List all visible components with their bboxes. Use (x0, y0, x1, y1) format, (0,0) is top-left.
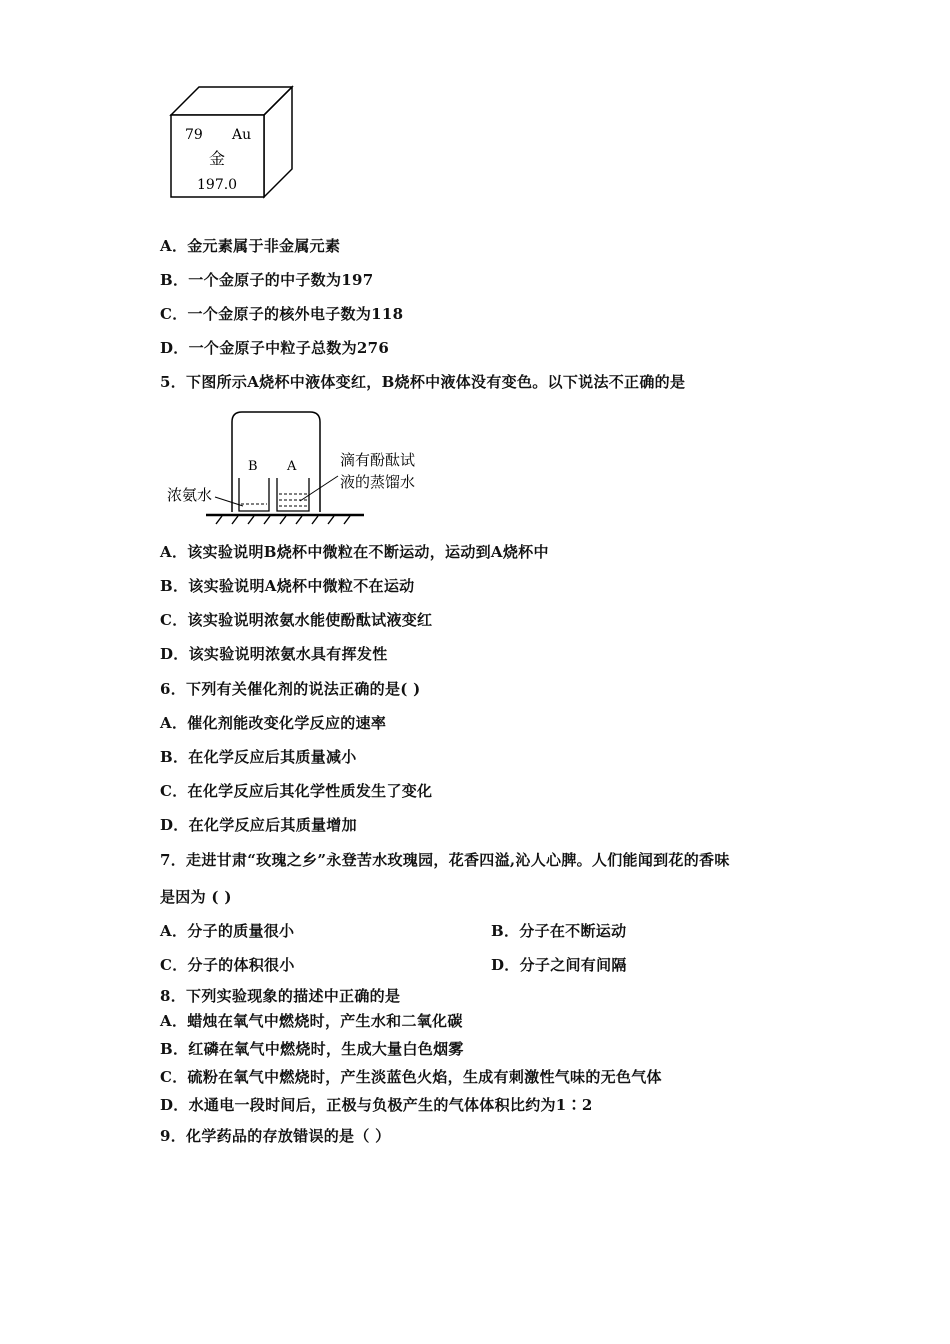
q8-stem: 8．下列实验现象的描述中正确的是 (160, 987, 401, 1005)
q8-option-b: B．红磷在氧气中燃烧时，生成大量白色烟雾 (160, 1040, 464, 1058)
q8-option-d: D．水通电一段时间后，正极与负极产生的气体体积比约为1∶2 (160, 1096, 593, 1114)
q4-option-c: C．一个金原子的核外电子数为118 (160, 305, 404, 323)
gold-element-card (165, 82, 300, 202)
q9-stem: 9．化学药品的存放错误的是（ ） (160, 1127, 391, 1145)
q7-option-a: A．分子的质量很小 (160, 922, 295, 940)
q5-option-b: B．该实验说明A烧杯中微粒不在运动 (160, 577, 415, 595)
q4-option-b: B．一个金原子的中子数为197 (160, 271, 374, 289)
q7-stem-line-1: 7．走进甘肃“玫瑰之乡”永登苦水玫瑰园，花香四溢,沁人心脾。人们能闻到花的香味 (160, 851, 730, 869)
ammonia-label: 浓氨水 (167, 486, 213, 504)
q5-option-c: C．该实验说明浓氨水能使酚酞试液变红 (160, 611, 433, 629)
q6-option-a: A．催化剂能改变化学反应的速率 (160, 714, 387, 732)
q8-option-a: A．蜡烛在氧气中燃烧时，产生水和二氧化碳 (160, 1012, 463, 1030)
q6-option-d: D．在化学反应后其质量增加 (160, 816, 357, 834)
q4-option-d: D．一个金原子中粒子总数为276 (160, 339, 390, 357)
ammonia-beaker-figure (160, 408, 440, 526)
q7-option-b: B．分子在不断运动 (491, 922, 627, 940)
element-symbol: Au (232, 127, 252, 143)
beaker-a-label: A (287, 459, 297, 474)
q7-option-c: C．分子的体积很小 (160, 956, 295, 974)
q4-option-a: A．金元素属于非金属元素 (160, 237, 341, 255)
q6-option-c: C．在化学反应后其化学性质发生了变化 (160, 782, 433, 800)
q5-option-d: D．该实验说明浓氨水具有挥发性 (160, 645, 388, 663)
element-name: 金 (209, 149, 226, 168)
beaker-b-label: B (248, 459, 258, 474)
q6-option-b: B．在化学反应后其质量减小 (160, 748, 357, 766)
q5-stem: 5．下图所示A烧杯中液体变红，B烧杯中液体没有变色。以下说法不正确的是 (160, 373, 686, 391)
q6-stem: 6．下列有关催化剂的说法正确的是( ) (160, 680, 421, 698)
phenolphthalein-label-2: 液的蒸馏水 (340, 473, 416, 491)
q8-option-c: C．硫粉在氧气中燃烧时，产生淡蓝色火焰，生成有刺激性气味的无色气体 (160, 1068, 662, 1086)
phenolphthalein-label-1: 滴有酚酞试 (340, 451, 416, 469)
atomic-mass: 197.0 (197, 177, 238, 193)
atomic-number: 79 (185, 127, 203, 143)
q7-stem-line-2: 是因为 ( ) (160, 888, 232, 906)
q5-option-a: A．该实验说明B烧杯中微粒在不断运动，运动到A烧杯中 (160, 543, 549, 561)
q7-option-d: D．分子之间有间隔 (491, 956, 627, 974)
